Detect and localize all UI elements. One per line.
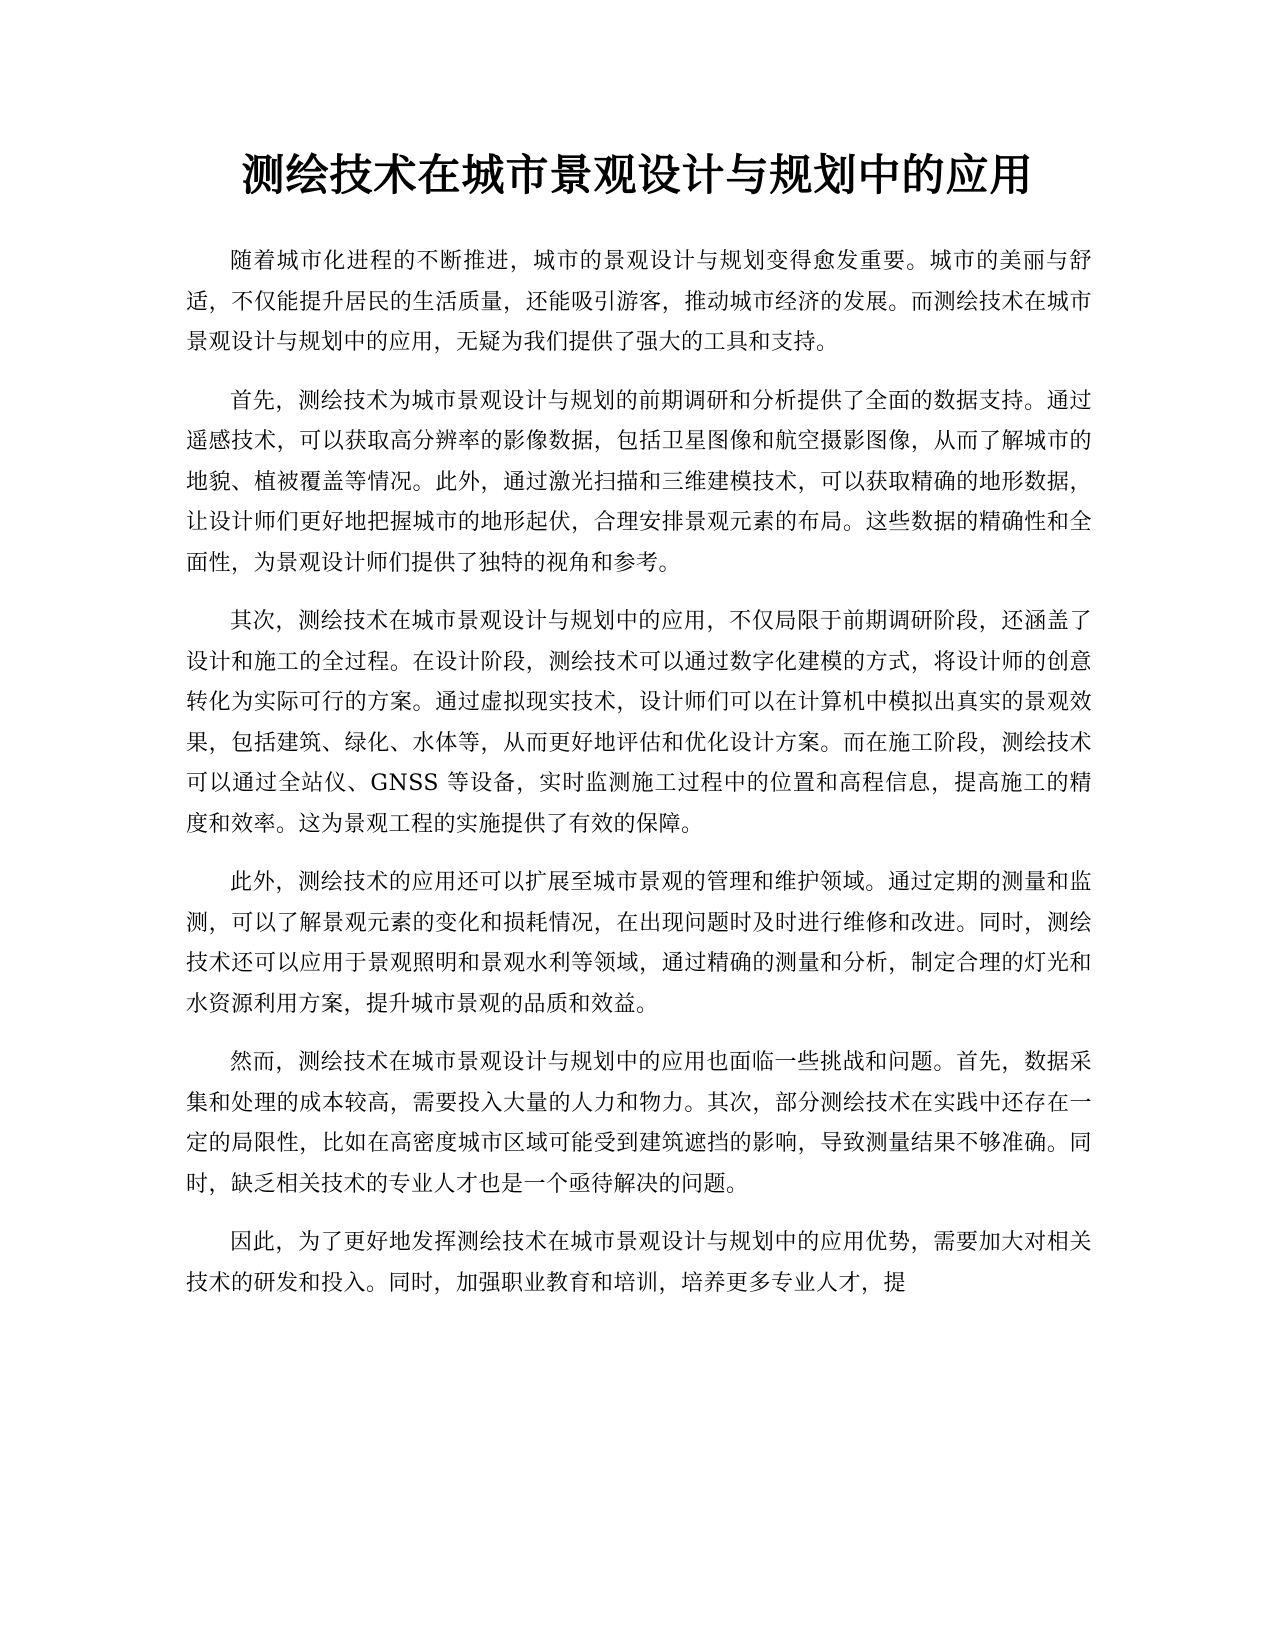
- paragraph-6: 因此，为了更好地发挥测绘技术在城市景观设计与规划中的应用优势，需要加大对相关技术的研发和投入。同时，加强职业教育和培训，培养更多专业人才，提: [186, 1230, 1092, 1296]
- document-body: [186, 242, 1092, 1322]
- paragraph-2: 首先，测绘技术为城市景观设计与规划的前期调研和分析提供了全面的数据支持。通过遥感技术，可以获取高分辨率的影像数据，包括卫星图像和航空摄影图像，从而了解城市的地貌、植被覆盖等情况。此外，通过激光扫描和三维建模技术，可以获取精确的地形数据，让设计师们更好地把握城市的地形起伏，合理安排景观元素的布局。这些数据的精确性和全面性，为景观设计师们提供了独特的视角和参考。: [186, 388, 1092, 576]
- paragraph-3: 其次，测绘技术在城市景观设计与规划中的应用，不仅局限于前期调研阶段，还涵盖了设计和施工的全过程。在设计阶段，测绘技术可以通过数字化建模的方式，将设计师的创意转化为实际可行的方案。通过虚拟现实技术，设计师们可以在计算机中模拟出真实的景观效果，包括建筑、绿化、水体等，从而更好地评估和优化设计方案。而在施工阶段，测绘技术可以通过全站仪、GNSS 等设备，实时监测施工过程中的位置和高程信息，提高施工的精度和效率。这为景观工程的实施提供了有效的保障。: [186, 609, 1092, 837]
- paragraph-5: 然而，测绘技术在城市景观设计与规划中的应用也面临一些挑战和问题。首先，数据采集和处理的成本较高，需要投入大量的人力和物力。其次，部分测绘技术在实践中还存在一定的局限性，比如在高密度城市区域可能受到建筑遮挡的影响，导致测量结果不够准确。同时，缺乏相关技术的专业人才也是一个亟待解决的问题。: [186, 1050, 1092, 1197]
- paragraph-4: 此外，测绘技术的应用还可以扩展至城市景观的管理和维护领域。通过定期的测量和监测，可以了解景观元素的变化和损耗情况，在出现问题时及时进行维修和改进。同时，测绘技术还可以应用于景观照明和景观水利等领域，通过精确的测量和分析，制定合理的灯光和水资源利用方案，提升城市景观的品质和效益。: [186, 870, 1092, 1017]
- document-title: 测绘技术在城市景观设计与规划中的应用: [241, 151, 1034, 201]
- paragraph-1: 随着城市化进程的不断推进，城市的景观设计与规划变得愈发重要。城市的美丽与舒适，不仅能提升居民的生活质量，还能吸引游客，推动城市经济的发展。而测绘技术在城市景观设计与规划中的应用，无疑为我们提供了强大的工具和支持。: [186, 249, 1092, 355]
